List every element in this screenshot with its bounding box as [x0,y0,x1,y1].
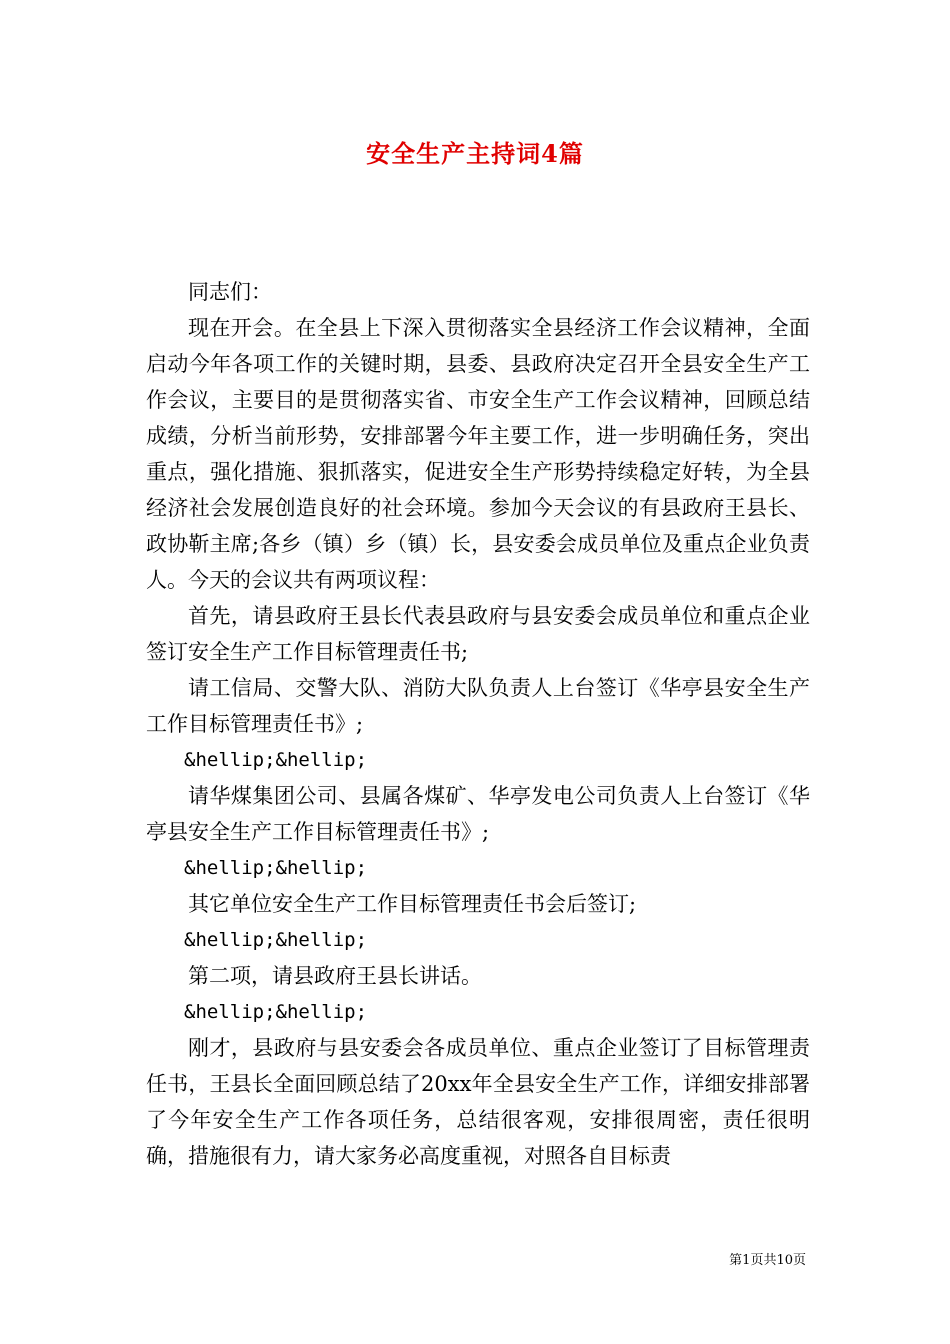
paragraph-signing-1: 请工信局、交警大队、消防大队负责人上台签订《华亭县安全生产工作目标管理责任书》; [146,676,810,736]
document-title: 安全生产主持词4篇 [366,139,584,168]
paragraph-ellipsis: &hellip;&hellip; [184,749,368,771]
paragraph-ellipsis: &hellip;&hellip; [184,929,368,951]
paragraph-ellipsis: &hellip;&hellip; [184,1001,368,1023]
paragraph-opening: 现在开会。在全县上下深入贯彻落实全县经济工作会议精神，全面启动今年各项工作的关键时期，县委、县政府决定召开全县安全生产工作会议，主要目的是贯彻落实省、市安全生产工作会议精神，回顾总结成绩，分析当前形势，安排部署今年主要工作，进一步明确任务，突出重点，强化措施、狠抓落实，促进安全生产形势持续稳定好转，为全县经济社会发展创造良好的社会环境。参加今天会议的有县政府王县长、政协靳主席;各乡（镇）乡（镇）长，县安委会成员单位及重点企业负责人。今天的会议共有两项议程： [146,316,810,592]
page-number: 第1页共10页 [729,1253,806,1268]
paragraph-agenda-2: 第二项，请县政府王县长讲话。 [188,964,482,988]
paragraph-ellipsis: &hellip;&hellip; [184,857,368,879]
paragraph-greeting: 同志们： [188,280,272,304]
paragraph-agenda-1: 首先，请县政府王县长代表县政府与县安委会成员单位和重点企业签订安全生产工作目标管理责任书; [146,604,810,664]
paragraph-signing-2: 请华煤集团公司、县属各煤矿、华亭发电公司负责人上台签订《华亭县安全生产工作目标管理责任书》; [146,784,810,844]
document-body [146,274,810,1174]
paragraph-other-units: 其它单位安全生产工作目标管理责任书会后签订; [188,892,637,916]
paragraph-summary: 刚才，县政府与县安委会各成员单位、重点企业签订了目标管理责任书，王县长全面回顾总结了20xx年全县安全生产工作，详细安排部署了今年安全生产工作各项任务，总结很客观，安排很周密，责任很明确，措施很有力，请大家务必高度重视，对照各自目标责 [146,1036,810,1168]
